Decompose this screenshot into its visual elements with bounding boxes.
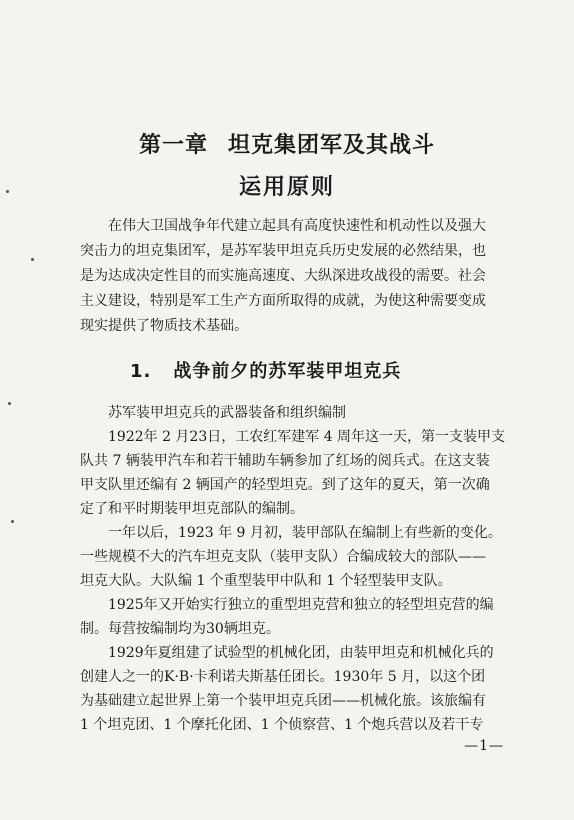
body-line: 甲支队里还编有 2 辆国产的轻型坦克。到了这年的夏天，第一次确	[80, 477, 490, 493]
intro-line: 现实提供了物质技术基础。	[80, 318, 248, 334]
section-title: 战争前夕的苏军装甲坦克兵	[173, 361, 402, 382]
body-line: 创建人之一的K·B·卡利诺夫斯基任团长。1930年 5 月，以这个团	[80, 669, 486, 685]
subsection-heading: 苏军装甲坦克兵的武器装备和组织编制	[108, 405, 346, 421]
body-line: 一年以后，1923 年 9 月初，装甲部队在编制上有些新的变化。	[108, 525, 502, 541]
body-line: 一些规模不大的汽车坦克支队（装甲支队）合编成较大的部队——	[80, 549, 486, 565]
section-number: 1.	[130, 361, 152, 382]
scan-speck	[6, 190, 9, 193]
body-line: 1 个坦克团、1 个摩托化团、1 个侦察营、1 个炮兵营以及若干专	[80, 717, 484, 733]
scan-speck	[11, 520, 14, 523]
intro-line: 是为达成决定性目的而实施高速度、大纵深进攻战役的需要。社会	[80, 268, 486, 284]
body-line: 坦克大队。大队编 1 个重型装甲中队和 1 个轻型装甲支队。	[80, 573, 452, 589]
page-number: —1—	[464, 738, 504, 754]
scan-speck	[8, 402, 11, 405]
intro-line: 主义建设，特别是军工生产方面所取得的成就，为使这种需要变成	[80, 293, 486, 309]
chapter-title-line1: 坦克集团军及其战斗	[228, 133, 436, 158]
chapter-heading	[0, 128, 574, 159]
body-line: 队共 7 辆装甲汽车和若干辅助车辆参加了红场的阅兵式。在这支装	[80, 453, 490, 469]
section-heading	[130, 357, 401, 383]
body-line: 为基础建立起世界上第一个装甲坦克兵团——机械化旅。该旅编有	[80, 693, 486, 709]
scan-speck	[31, 258, 34, 261]
chapter-title-line2: 运用原则	[238, 175, 335, 200]
chapter-number: 第一章	[138, 133, 208, 158]
intro-line: 突击力的坦克集团军，是苏军装甲坦克兵历史发展的必然结果，也	[80, 243, 486, 259]
body-line: 1922年 2 月23日，工农红军建军 4 周年这一天，第一支装甲支	[108, 429, 506, 445]
body-line: 1929年夏组建了试验型的机械化团，由装甲坦克和机械化兵的	[108, 645, 494, 661]
intro-paragraph	[80, 214, 510, 339]
intro-line: 在伟大卫国战争年代建立起具有高度快速性和机动性以及强大	[108, 218, 486, 234]
body-line: 定了和平时期装甲坦克部队的编制。	[80, 501, 304, 517]
body-line: 制。每营按编制均为30辆坦克。	[80, 621, 280, 637]
body-line: 1925年又开始实行独立的重型坦克营和独立的轻型坦克营的编	[108, 597, 494, 613]
body-text	[80, 401, 510, 737]
